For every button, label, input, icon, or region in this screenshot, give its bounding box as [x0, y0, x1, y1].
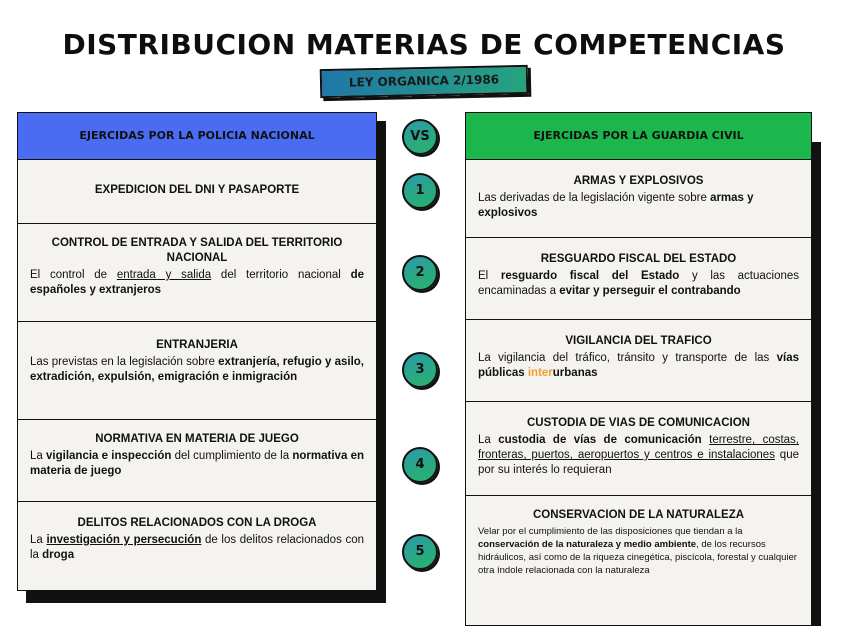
right-item-4: [465, 402, 812, 496]
vs-circle: VS: [402, 119, 438, 155]
right-item-title: CUSTODIA DE VIAS DE COMUNICACION: [527, 417, 750, 429]
right-item-1: [465, 160, 812, 238]
left-item-4: [17, 420, 377, 502]
number-circle-3: 3: [402, 352, 438, 388]
number-circle-1: 1: [402, 173, 438, 209]
number-circle-4: 4: [402, 447, 438, 483]
policia-nacional-column: [17, 112, 377, 591]
left-item-body: Las previstas en la legislación sobre extranjería, refugio y asilo, extradición, expulsión, emigración e inmigración: [30, 356, 364, 383]
right-item-3: [465, 320, 812, 402]
policia-nacional-header: EJERCIDAS POR LA POLICIA NACIONAL: [17, 112, 377, 160]
subtitle-badge: LEY ORGANICA 2/1986: [320, 65, 529, 98]
right-item-title: RESGUARDO FISCAL DEL ESTADO: [540, 253, 737, 265]
guardia-civil-column: [465, 112, 812, 626]
right-item-body: El resguardo fiscal del Estado y las actuaciones encaminadas a evitar y perseguir el contrabando: [478, 270, 800, 297]
right-item-body: Las derivadas de la legislación vigente sobre armas y explosivos: [478, 192, 754, 219]
left-item-2: [17, 224, 377, 322]
left-item-5: [17, 502, 377, 591]
right-item-body: La vigilancia del tráfico, tránsito y transporte de las vías públicas interurbanas: [478, 352, 799, 379]
right-item-body: Velar por el cumplimiento de las disposiciones que tiendan a la conservación de la naturaleza y medio ambiente, de los recursos hidráulicos, así como de la riqueza cinegética, piscícola, forestal y cualquier otra índole relacionada con la naturaleza: [478, 526, 797, 576]
left-item-body: La vigilancia e inspección del cumplimiento de la normativa en materia de juego: [30, 450, 364, 477]
left-item-3: [17, 322, 377, 420]
left-item-title: ENTRANJERIA: [156, 339, 238, 351]
guardia-civil-header: EJERCIDAS POR LA GUARDIA CIVIL: [465, 112, 812, 160]
left-item-title: CONTROL DE ENTRADA Y SALIDA DEL TERRITORIO NACIONAL: [51, 237, 343, 264]
right-item-title: ARMAS Y EXPLOSIVOS: [573, 175, 704, 187]
left-item-body: La investigación y persecución de los delitos relacionados con la droga: [30, 534, 364, 561]
left-item-title: NORMATIVA EN MATERIA DE JUEGO: [95, 433, 299, 445]
right-item-title: CONSERVACION DE LA NATURALEZA: [532, 509, 745, 521]
right-item-title: VIGILANCIA DEL TRAFICO: [565, 335, 712, 347]
left-item-body: El control de entrada y salida del territorio nacional de españoles y extranjeros: [30, 269, 364, 296]
left-item-title: DELITOS RELACIONADOS CON LA DROGA: [77, 517, 317, 529]
number-circle-5: 5: [402, 534, 438, 570]
number-circle-2: 2: [402, 255, 438, 291]
left-item-title: EXPEDICION DEL DNI Y PASAPORTE: [94, 184, 300, 196]
right-item-body: La custodia de vías de comunicación terrestre, costas, fronteras, puertos, aeropuertos y centros e instalaciones que por su interés lo requieran: [478, 434, 799, 476]
page-title: DISTRIBUCION MATERIAS DE COMPETENCIAS: [62, 28, 786, 61]
right-item-5: [465, 496, 812, 626]
right-item-2: [465, 238, 812, 320]
left-item-1: [17, 160, 377, 224]
